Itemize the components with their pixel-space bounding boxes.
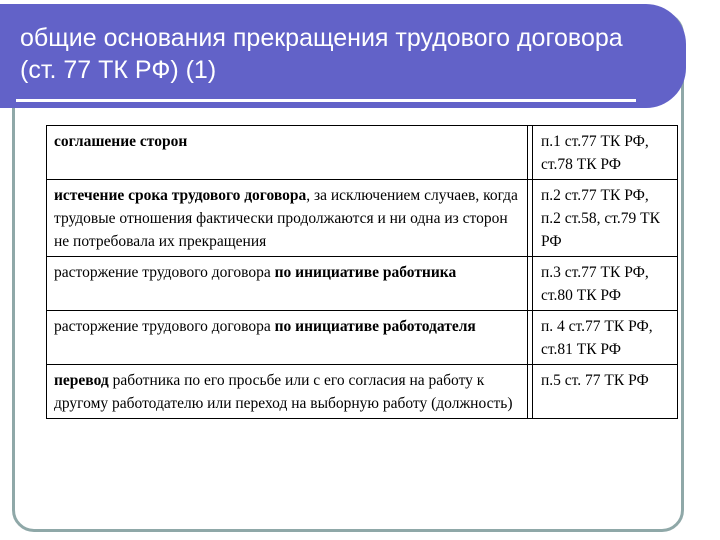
ground-bold-text: соглашение сторон <box>54 133 188 150</box>
ground-cell <box>47 365 528 419</box>
ground-cell <box>47 257 528 311</box>
reference-cell: п.2 ст.77 ТК РФ, п.2 ст.58, ст.79 ТК РФ <box>533 180 678 257</box>
title-underline <box>16 99 636 102</box>
table-row <box>47 257 678 311</box>
ground-text: расторжение трудового договора <box>54 318 275 335</box>
reference-cell: п.1 ст.77 ТК РФ, ст.78 ТК РФ <box>533 126 678 180</box>
reference-cell: п.5 ст. 77 ТК РФ <box>533 365 678 419</box>
ground-cell <box>47 180 528 257</box>
ground-text: расторжение трудового договора <box>54 264 275 281</box>
reference-cell: п.3 ст.77 ТК РФ, ст.80 ТК РФ <box>533 257 678 311</box>
title-banner <box>0 4 686 108</box>
ground-bold-text: по инициативе работника <box>274 264 457 281</box>
table-row <box>47 180 678 257</box>
ground-bold-text: истечение срока трудового договора <box>54 187 307 204</box>
table-row <box>47 365 678 419</box>
reference-cell: п. 4 ст.77 ТК РФ, ст.81 ТК РФ <box>533 311 678 365</box>
slide-title: общие основания прекращения трудового договора (ст. 77 ТК РФ) (1) <box>20 24 623 84</box>
grounds-table <box>46 125 678 419</box>
ground-cell <box>47 126 528 180</box>
ground-bold-text: перевод <box>54 372 109 389</box>
ground-cell <box>47 311 528 365</box>
table-row <box>47 311 678 365</box>
ground-text: работника по его просьбе или с его согласия на работу к другому работодателю или переход на выборную работу (должность) <box>54 372 513 412</box>
table-row <box>47 126 678 180</box>
ground-text: , за исключением случаев, когда трудовые отношения фактически продолжаются и ни одна из сторон не потребовала их прекращения <box>54 187 518 250</box>
ground-bold-text: по инициативе работодателя <box>274 318 476 335</box>
